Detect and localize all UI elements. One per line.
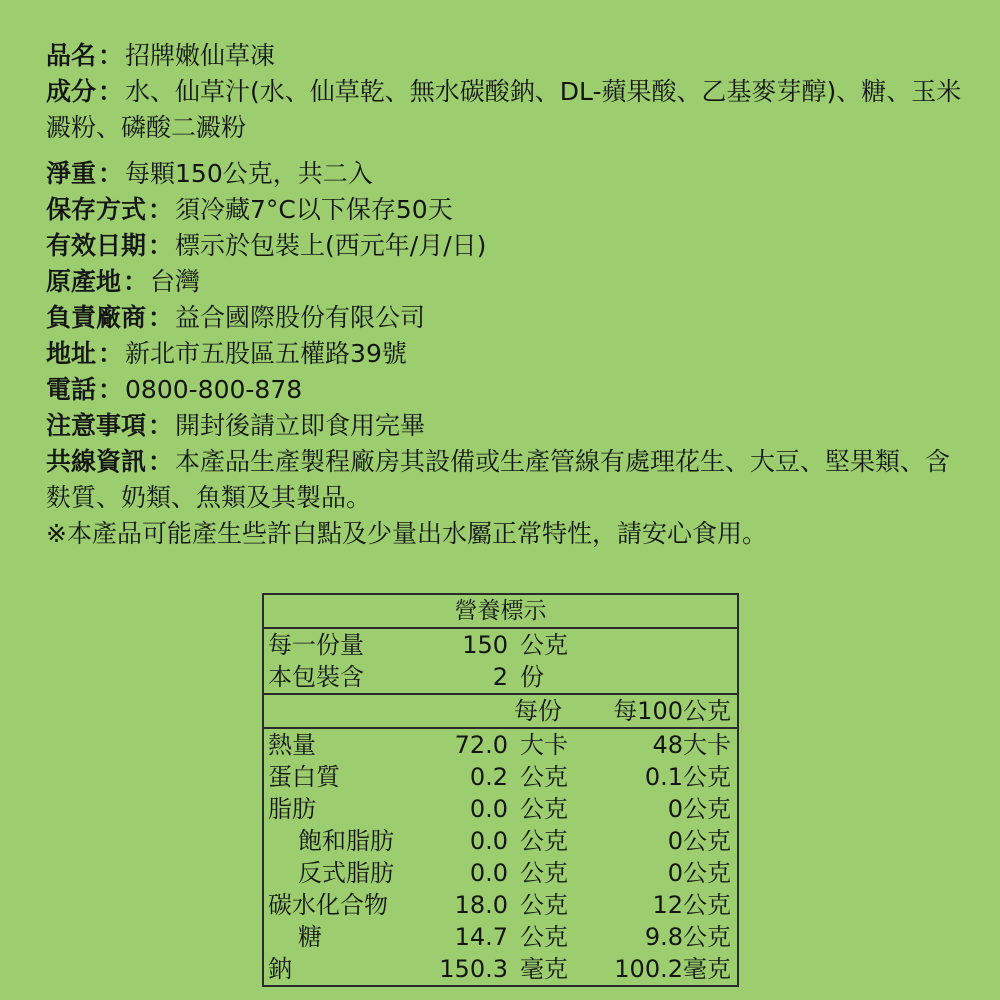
expiry-line <box>46 228 964 264</box>
nutrient-row-protein <box>264 761 737 793</box>
column-header-row <box>264 693 737 727</box>
serving-size-value: 150 <box>462 630 508 659</box>
product-name-line <box>46 38 964 74</box>
nutrient-unit: 公克 <box>520 826 568 855</box>
nutrient-row-trans-fat <box>264 857 737 889</box>
notes-value: 開封後請立即食用完畢 <box>175 411 426 440</box>
nutrient-unit: 公克 <box>520 762 568 791</box>
colon: ： <box>98 375 124 404</box>
nutrient-per-100g: 0公克 <box>667 826 731 855</box>
nutrient-name: 脂肪 <box>268 794 316 823</box>
colon: ： <box>148 447 174 476</box>
notes-label: 注意事項 <box>46 411 147 440</box>
production-label: 共線資訊 <box>46 447 147 476</box>
nutrition-facts-table <box>262 593 739 987</box>
colon: ： <box>148 195 174 224</box>
nutrient-unit: 大卡 <box>520 730 568 759</box>
ingredients-value: 水、仙草汁(水、仙草乾、無水碳酸鈉、DL-蘋果酸、乙基麥芽醇)、糖、玉米澱粉、磷酸二澱粉 <box>46 77 962 142</box>
nutrient-value: 0.0 <box>469 858 508 887</box>
address-line <box>46 336 964 372</box>
colon: ： <box>123 267 149 296</box>
nutrient-row-carbohydrate <box>264 889 737 921</box>
servings-per-package-row <box>264 661 737 693</box>
nutrient-name: 糖 <box>298 922 322 951</box>
nutrient-name: 熱量 <box>268 730 316 759</box>
notes-line <box>46 408 964 444</box>
expiry-label: 有效日期 <box>46 231 147 260</box>
phone-label: 電話 <box>46 375 97 404</box>
phone-line <box>46 372 964 408</box>
nutrition-title: 營養標示 <box>264 595 737 629</box>
net-weight-label: 淨重 <box>46 159 97 188</box>
product-information <box>46 38 964 552</box>
colon: ： <box>98 339 124 368</box>
section-gap <box>46 146 964 156</box>
origin-line <box>46 264 964 300</box>
origin-label: 原產地 <box>46 267 122 296</box>
nutrient-row-energy <box>264 727 737 761</box>
company-value: 益合國際股份有限公司 <box>175 303 426 332</box>
servings-per-package-label: 本包裝含 <box>268 662 364 691</box>
nutrient-value: 150.3 <box>439 954 508 983</box>
serving-size-unit: 公克 <box>520 630 568 659</box>
nutrient-value: 18.0 <box>454 890 508 919</box>
nutrient-row-fat <box>264 793 737 825</box>
nutrient-per-100g: 9.8公克 <box>644 922 731 951</box>
address-label: 地址 <box>46 339 97 368</box>
nutrient-unit: 公克 <box>520 858 568 887</box>
company-line <box>46 300 964 336</box>
colon: ： <box>148 303 174 332</box>
servings-per-package-value: 2 <box>492 662 508 691</box>
per-100g-column-header: 每100公克 <box>613 696 731 725</box>
nutrient-row-saturated-fat <box>264 825 737 857</box>
nutrient-name: 飽和脂肪 <box>298 826 394 855</box>
colon: ： <box>98 77 124 106</box>
storage-value: 須冷藏7°C以下保存50天 <box>175 195 453 224</box>
nutrient-value: 14.7 <box>454 922 508 951</box>
ingredients-line <box>46 74 964 146</box>
phone-value: 0800-800-878 <box>125 375 303 404</box>
nutrient-per-100g: 48大卡 <box>652 730 731 759</box>
expiry-value: 標示於包裝上(西元年/月/日) <box>175 231 487 260</box>
company-label: 負責廠商 <box>46 303 147 332</box>
serving-size-label: 每一份量 <box>268 630 364 659</box>
nutrient-unit: 公克 <box>520 794 568 823</box>
per-serving-column-header: 每份 <box>514 696 562 725</box>
nutrient-name: 蛋白質 <box>268 762 340 791</box>
net-weight-line <box>46 156 964 192</box>
colon: ： <box>98 159 124 188</box>
nutrient-unit: 公克 <box>520 922 568 951</box>
warning-text: ※本產品可能產生些許白點及少量出水屬正常特性，請安心食用。 <box>46 519 767 548</box>
storage-label: 保存方式 <box>46 195 147 224</box>
nutrient-name: 反式脂肪 <box>298 858 394 887</box>
origin-value: 台灣 <box>150 267 201 296</box>
address-value: 新北市五股區五權路39號 <box>125 339 407 368</box>
servings-per-package-unit: 份 <box>520 662 544 691</box>
nutrient-name: 碳水化合物 <box>268 890 388 919</box>
colon: ： <box>148 231 174 260</box>
nutrient-name: 鈉 <box>268 954 292 983</box>
colon: ： <box>98 41 124 70</box>
ingredients-label: 成分 <box>46 77 97 106</box>
nutrient-value: 0.0 <box>469 794 508 823</box>
serving-size-row <box>264 629 737 661</box>
nutrient-unit: 毫克 <box>520 954 568 983</box>
nutrient-per-100g: 0公克 <box>667 794 731 823</box>
nutrient-per-100g: 100.2毫克 <box>614 954 731 983</box>
nutrient-value: 72.0 <box>454 730 508 759</box>
colon: ： <box>148 411 174 440</box>
storage-line <box>46 192 964 228</box>
nutrient-per-100g: 0公克 <box>667 858 731 887</box>
production-line <box>46 444 964 516</box>
product-name-label: 品名 <box>46 41 97 70</box>
nutrient-per-100g: 12公克 <box>652 890 731 919</box>
product-name-value: 招牌嫩仙草凍 <box>125 41 276 70</box>
nutrient-value: 0.2 <box>469 762 508 791</box>
net-weight-value: 每顆150公克，共二入 <box>125 159 373 188</box>
nutrient-value: 0.0 <box>469 826 508 855</box>
nutrient-per-100g: 0.1公克 <box>644 762 731 791</box>
nutrient-unit: 公克 <box>520 890 568 919</box>
production-value: 本產品生產製程廠房其設備或生產管線有處理花生、大豆、堅果類、含麩質、奶類、魚類及其製品。 <box>46 447 951 512</box>
nutrient-row-sugar <box>264 921 737 953</box>
nutrient-row-sodium <box>264 953 737 985</box>
